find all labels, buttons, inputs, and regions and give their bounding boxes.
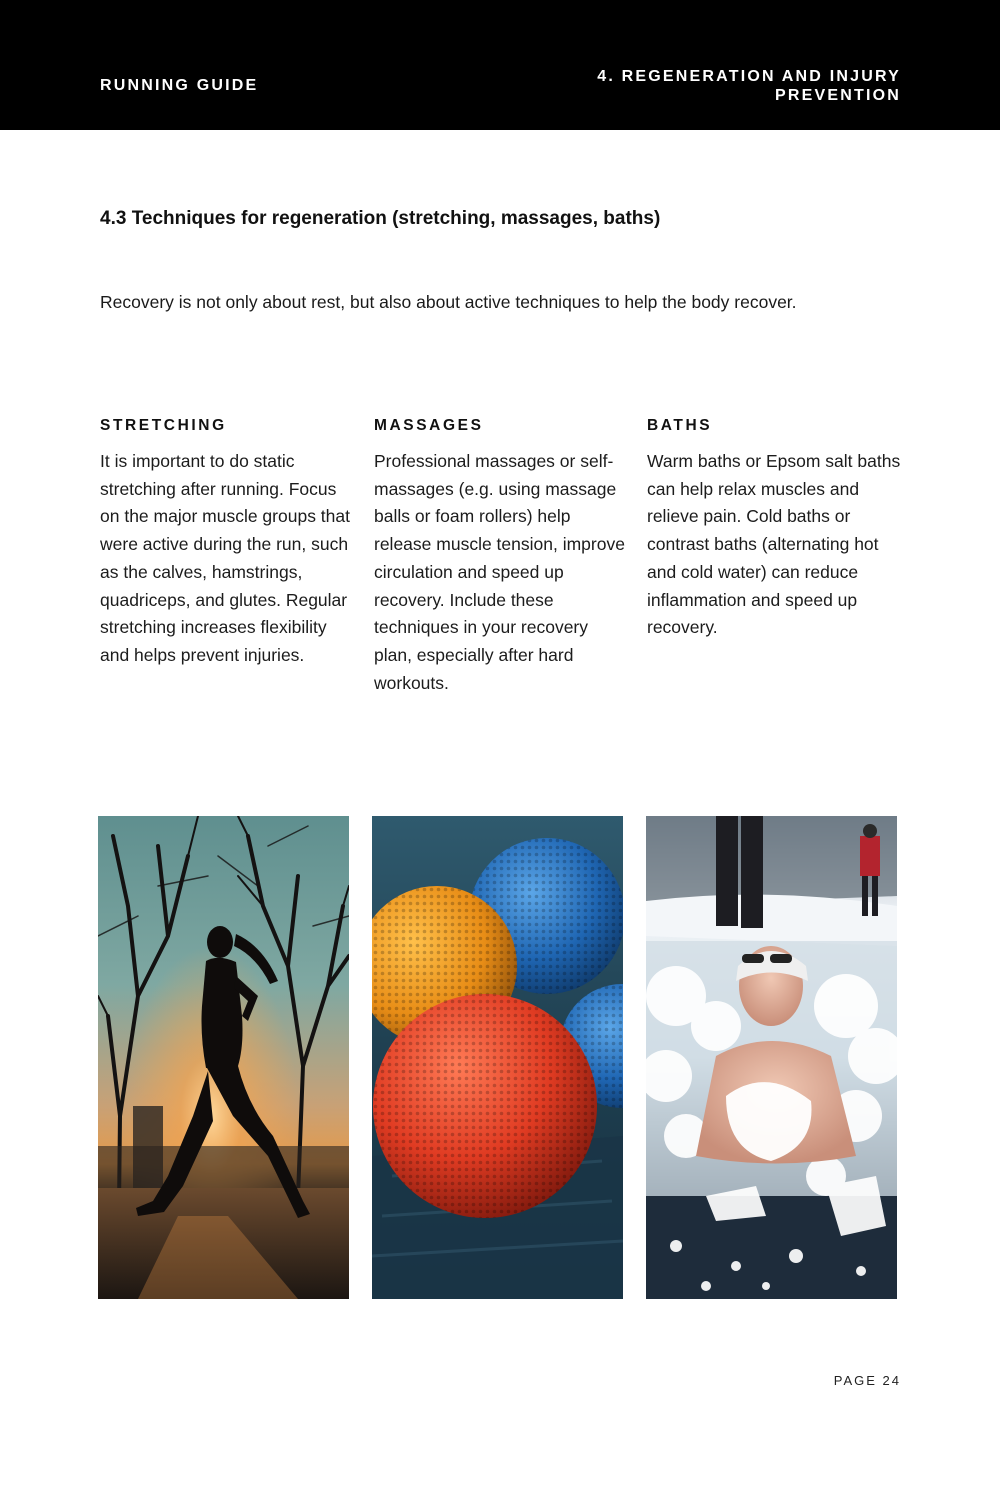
baths-body: Warm baths or Epsom salt baths can help relax muscles and relieve pain. Cold baths or contrast baths (alternating hot and cold water) can reduce inflammation and speed up recovery. <box>647 451 901 638</box>
ice-bath-photo <box>646 816 897 1299</box>
massages-heading: MASSAGES <box>374 417 484 434</box>
page-number: PAGE 24 <box>833 1373 901 1388</box>
massages-body: Professional massages or self-massages (e.g. using massage balls or foam rollers) help release muscle tension, improve circulation and speed up recovery. Include these techniques in your recovery plan, especially after hard workouts. <box>374 451 625 693</box>
baths-heading: BATHS <box>647 417 713 434</box>
section-title: 4.3 Techniques for regeneration (stretching, massages, baths) <box>100 208 661 229</box>
chapter-title <box>561 67 901 105</box>
stretching-body: It is important to do static stretching after running. Focus on the major muscle groups that were active during the run, such as the calves, hamstrings, quadriceps, and glutes. Regular stretching increases flexibility and helps prevent injuries. <box>100 451 350 665</box>
runner-sunset-photo <box>98 816 349 1299</box>
stretching-column <box>100 417 355 670</box>
chapter-title-line-2: PREVENTION <box>774 87 901 104</box>
stretching-heading: STRETCHING <box>100 417 227 434</box>
guide-title: RUNNING GUIDE <box>100 77 259 94</box>
baths-column <box>647 417 902 642</box>
intro-paragraph: Recovery is not only about rest, but also about active techniques to help the body recover. <box>100 292 797 312</box>
page-header <box>0 0 1000 130</box>
chapter-title-line-1: 4. REGENERATION AND INJURY <box>597 68 901 85</box>
massages-column <box>374 417 629 697</box>
massage-balls-photo <box>372 816 623 1299</box>
